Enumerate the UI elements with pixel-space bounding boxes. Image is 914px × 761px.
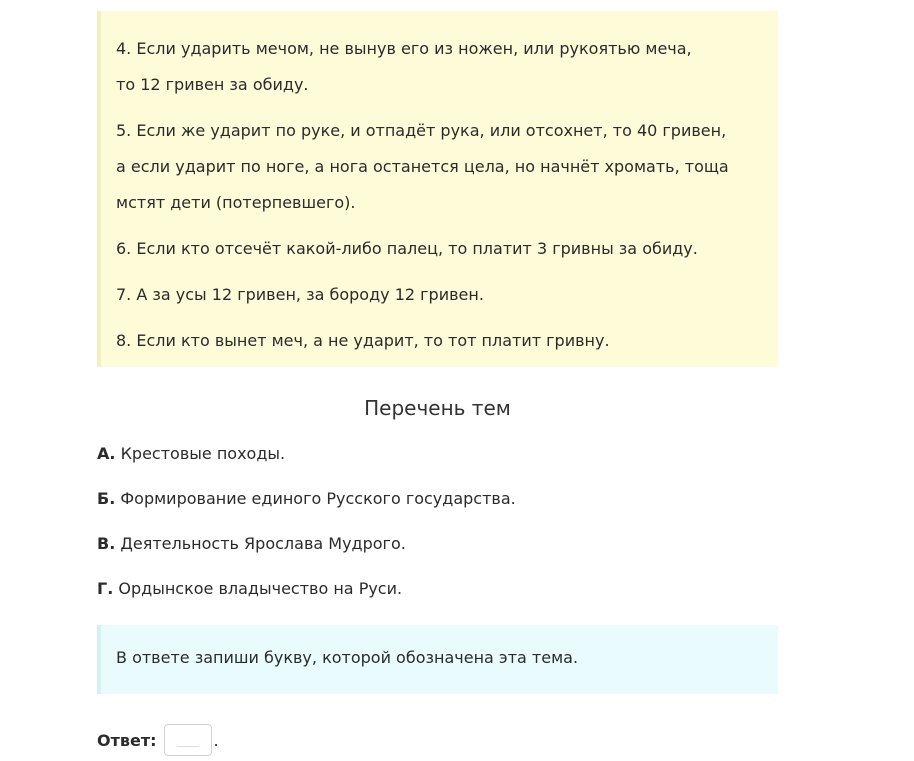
- topic-item-b: [97, 488, 516, 510]
- answer-input[interactable]: [164, 724, 212, 756]
- topic-item-a: [97, 443, 285, 465]
- topic-text: Ордынское владычество на Руси.: [118, 579, 403, 598]
- topic-text: Формирование единого Русского государства.: [120, 489, 516, 508]
- topic-text: Деятельность Ярослава Мудрого.: [120, 534, 406, 553]
- instruction-box: [97, 625, 778, 694]
- topic-item-v: [97, 533, 406, 555]
- answer-input-wrap: [164, 724, 212, 756]
- answer-row: [97, 722, 219, 758]
- topics-title: Перечень тем: [364, 396, 511, 420]
- topic-letter: Г.: [97, 579, 114, 598]
- quote-paragraph-5: 5. Если же ударит по руке, и отпадёт рука, или отсохнет, то 40 гривен, а если ударит по ноге, а нога останется цела, но начнёт хромать, тоща мстят дети (потерпевшего).: [116, 121, 729, 212]
- topic-letter: Б.: [97, 489, 116, 508]
- quote-paragraph-8: 8. Если кто вынет меч, а не ударит, то тот платит гривну.: [116, 331, 610, 350]
- quote-paragraph-6: 6. Если кто отсечёт какой-либо палец, то платит 3 гривны за обиду.: [116, 239, 698, 258]
- topic-letter: В.: [97, 534, 116, 553]
- topic-text: Крестовые походы.: [120, 444, 286, 463]
- topic-item-g: [97, 578, 402, 600]
- quote-paragraph-4: 4. Если ударить мечом, не вынув его из ножен, или рукоятью меча, то 12 гривен за обиду.: [116, 39, 692, 94]
- answer-suffix: .: [213, 730, 219, 750]
- source-quote-box: [97, 11, 778, 367]
- instruction-text: В ответе запиши букву, которой обозначена эта тема.: [116, 648, 579, 667]
- answer-label: Ответ:: [97, 730, 157, 750]
- quote-paragraph-7: 7. А за усы 12 гривен, за бороду 12 гривен.: [116, 285, 484, 304]
- topic-letter: А.: [97, 444, 116, 463]
- answer-input-underline: [177, 746, 199, 747]
